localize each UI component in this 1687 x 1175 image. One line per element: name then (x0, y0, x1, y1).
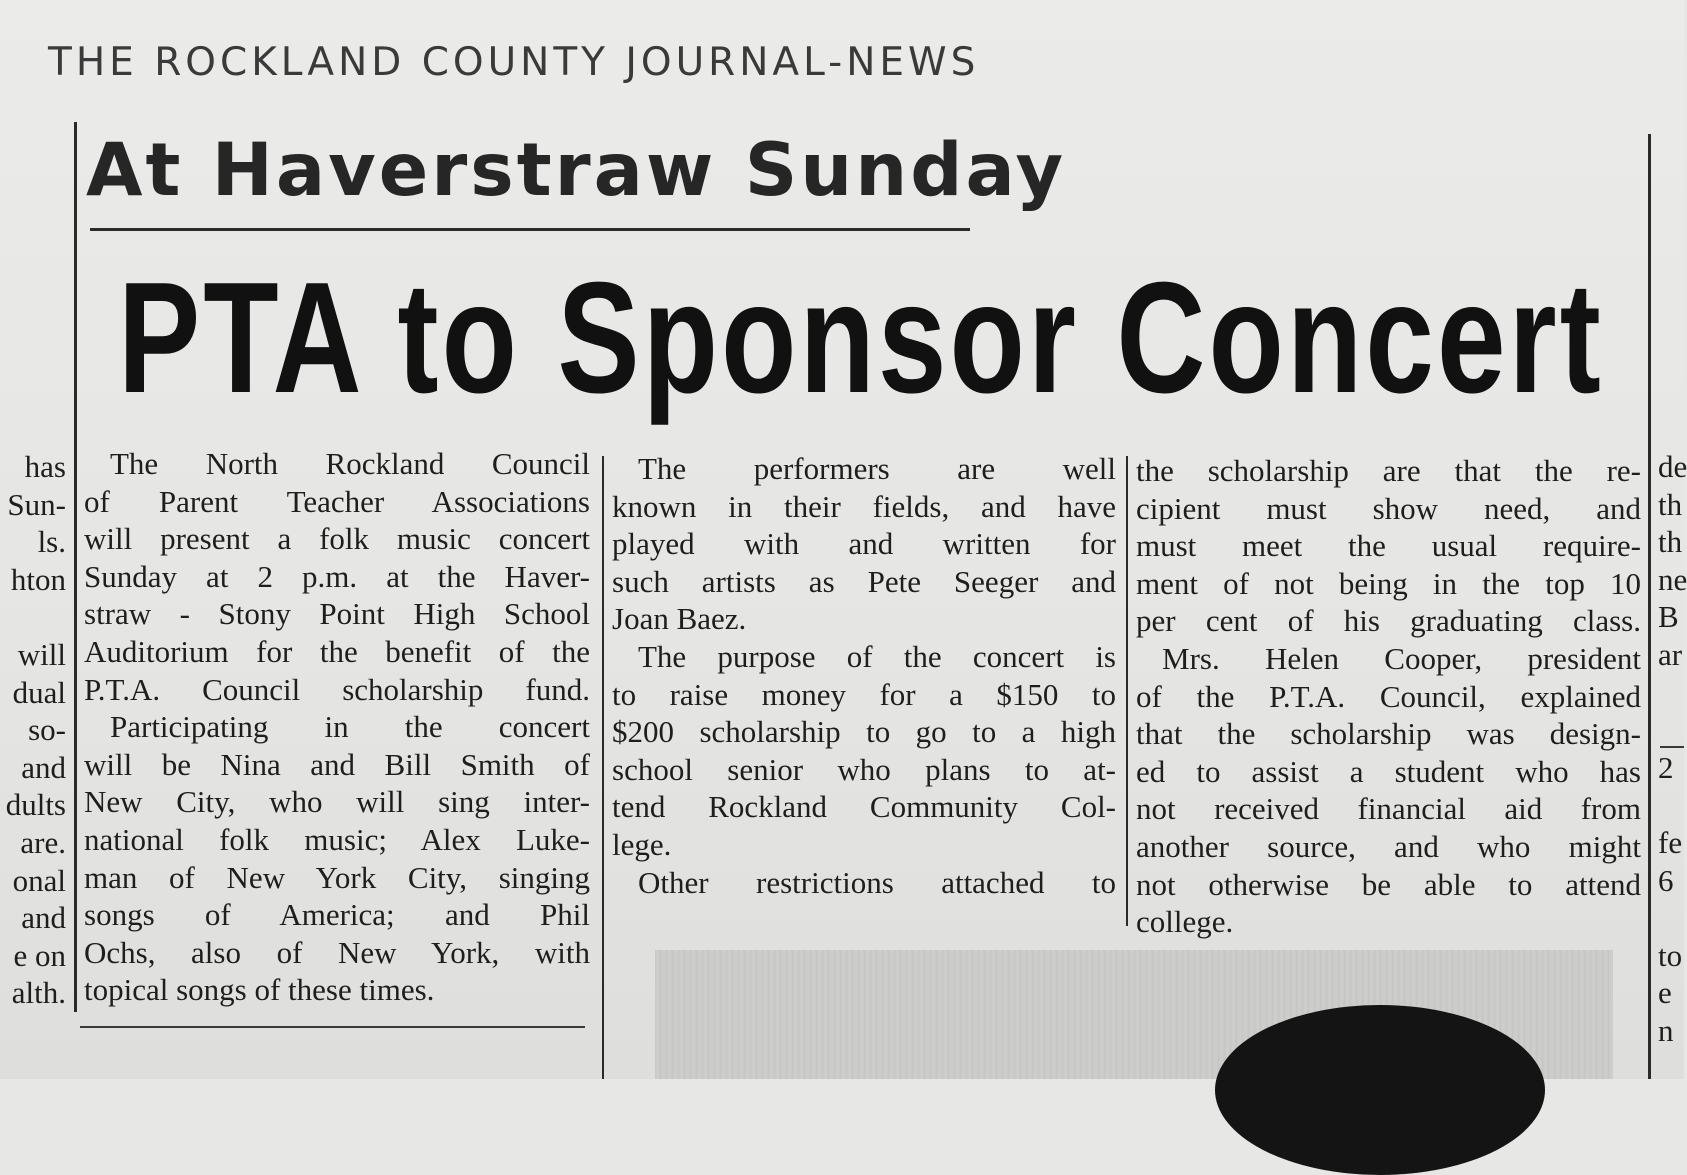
left-fragment-line: has (24, 449, 66, 484)
article-photo (655, 950, 1613, 1079)
right-fragment-line (1658, 899, 1684, 937)
left-fragment-line (0, 598, 66, 636)
right-fragment-line: th (1658, 486, 1683, 522)
article-line: such artists as Pete Seeger and (612, 563, 1116, 599)
left-fragment-line: dual (12, 674, 66, 710)
article-line: to raise money for a $150 to (612, 676, 1116, 712)
article-line: man of New York City, singing (84, 859, 590, 895)
article-line: known in their fields, and have (612, 488, 1116, 524)
right-fragment-line: fe (1658, 824, 1683, 860)
left-fragment-line: e on (13, 937, 66, 973)
article-line: topical songs of these times. (84, 972, 435, 1008)
article-line: college. (1136, 904, 1234, 940)
column-divider-1 (602, 456, 604, 1079)
article-line: Auditorium for the benefit of the (84, 633, 590, 669)
left-fragment-line: alth. (11, 975, 66, 1011)
article-line: will be Nina and Bill Smith of (84, 746, 590, 782)
article-line: New City, who will sing inter- (84, 784, 590, 820)
article-column-2 (612, 450, 1116, 901)
article-column-3 (1136, 452, 1641, 941)
kicker-underline (90, 228, 970, 231)
right-fragment-line: to (1658, 937, 1683, 973)
article-line: ment of not being in the top 10 (1136, 565, 1641, 601)
left-fragment-line: dults (5, 787, 66, 823)
article-line: The purpose of the concert is (638, 638, 1116, 674)
article-line: cipient must show need, and (1136, 490, 1641, 526)
right-fragment-line: ne (1658, 561, 1687, 597)
article-line: that the scholarship was design- (1136, 716, 1641, 752)
article-line: lege. (612, 826, 672, 862)
article-line: not otherwise be able to attend (1136, 866, 1641, 902)
right-fragment-line: B (1658, 599, 1679, 635)
adjacent-column-rule (1660, 746, 1684, 748)
right-fragment-line (1658, 711, 1684, 749)
right-column-rule (1648, 134, 1651, 1079)
right-column-fragments (1658, 448, 1687, 1050)
article-line: P.T.A. Council scholarship fund. (84, 671, 590, 707)
right-fragment-line: e (1658, 975, 1672, 1011)
article-line: another source, and who might (1136, 828, 1641, 864)
article-column-1 (84, 445, 590, 1009)
article-line: per cent of his graduating class. (1136, 603, 1641, 639)
article-line: of Parent Teacher Associations (84, 483, 590, 519)
right-fragment-line: n (1658, 1012, 1674, 1048)
kicker-headline: At Haverstraw Sunday (86, 128, 1067, 213)
right-fragment-line: de (1658, 449, 1687, 484)
article-line: songs of America; and Phil (84, 897, 590, 933)
article-line: ed to assist a student who has (1136, 753, 1641, 789)
article-line: The performers are well (638, 451, 1116, 486)
left-fragment-line: onal (12, 862, 66, 898)
main-headline: PTA to Sponsor Concert (118, 250, 1604, 426)
article-line: Mrs. Helen Cooper, president (1162, 640, 1641, 676)
article-line: played with and written for (612, 526, 1116, 562)
left-fragment-line: Sun- (7, 486, 66, 522)
right-fragment-line (1658, 674, 1684, 712)
article-line: straw - Stony Point High School (84, 596, 590, 632)
article-line: Sunday at 2 p.m. at the Haver- (84, 558, 590, 594)
left-column-fragments (0, 448, 66, 1012)
left-fragment-line: hton (10, 561, 66, 597)
article-line: of the P.T.A. Council, explained (1136, 678, 1641, 714)
article-line: must meet the usual require- (1136, 528, 1641, 564)
left-fragment-line: ls. (37, 524, 66, 560)
left-fragment-line: so- (28, 712, 66, 748)
article-line: the scholarship are that the re- (1136, 453, 1641, 488)
column-end-rule (80, 1026, 585, 1028)
article-line: national folk music; Alex Luke- (84, 821, 590, 857)
article-line: not received financial aid from (1136, 791, 1641, 827)
masthead: THE ROCKLAND COUNTY JOURNAL-NEWS (48, 40, 980, 85)
right-fragment-line (1658, 786, 1684, 824)
article-line: will present a folk music concert (84, 521, 590, 557)
article-line: The North Rockland Council (110, 446, 590, 481)
photo-subject-silhouette (1215, 1005, 1545, 1175)
right-fragment-line: 6 (1658, 862, 1674, 898)
article-line: Participating in the concert (110, 709, 590, 745)
right-fragment-line: ar (1658, 636, 1683, 672)
left-fragment-line: will (17, 636, 66, 672)
article-line: tend Rockland Community Col- (612, 789, 1116, 825)
article-line: $200 scholarship to go to a high (612, 714, 1116, 750)
left-fragment-line: are. (20, 824, 66, 860)
left-fragment-line: and (21, 749, 66, 785)
left-fragment-line: and (21, 900, 66, 936)
article-line: school senior who plans to at- (612, 751, 1116, 787)
article-line: Ochs, also of New York, with (84, 934, 590, 970)
right-fragment-line: th (1658, 524, 1683, 560)
right-fragment-line: 2 (1658, 749, 1674, 785)
article-line: Joan Baez. (612, 601, 747, 637)
left-column-rule (74, 122, 77, 1012)
column-divider-2 (1126, 456, 1128, 926)
article-line: Other restrictions attached to (638, 864, 1116, 900)
